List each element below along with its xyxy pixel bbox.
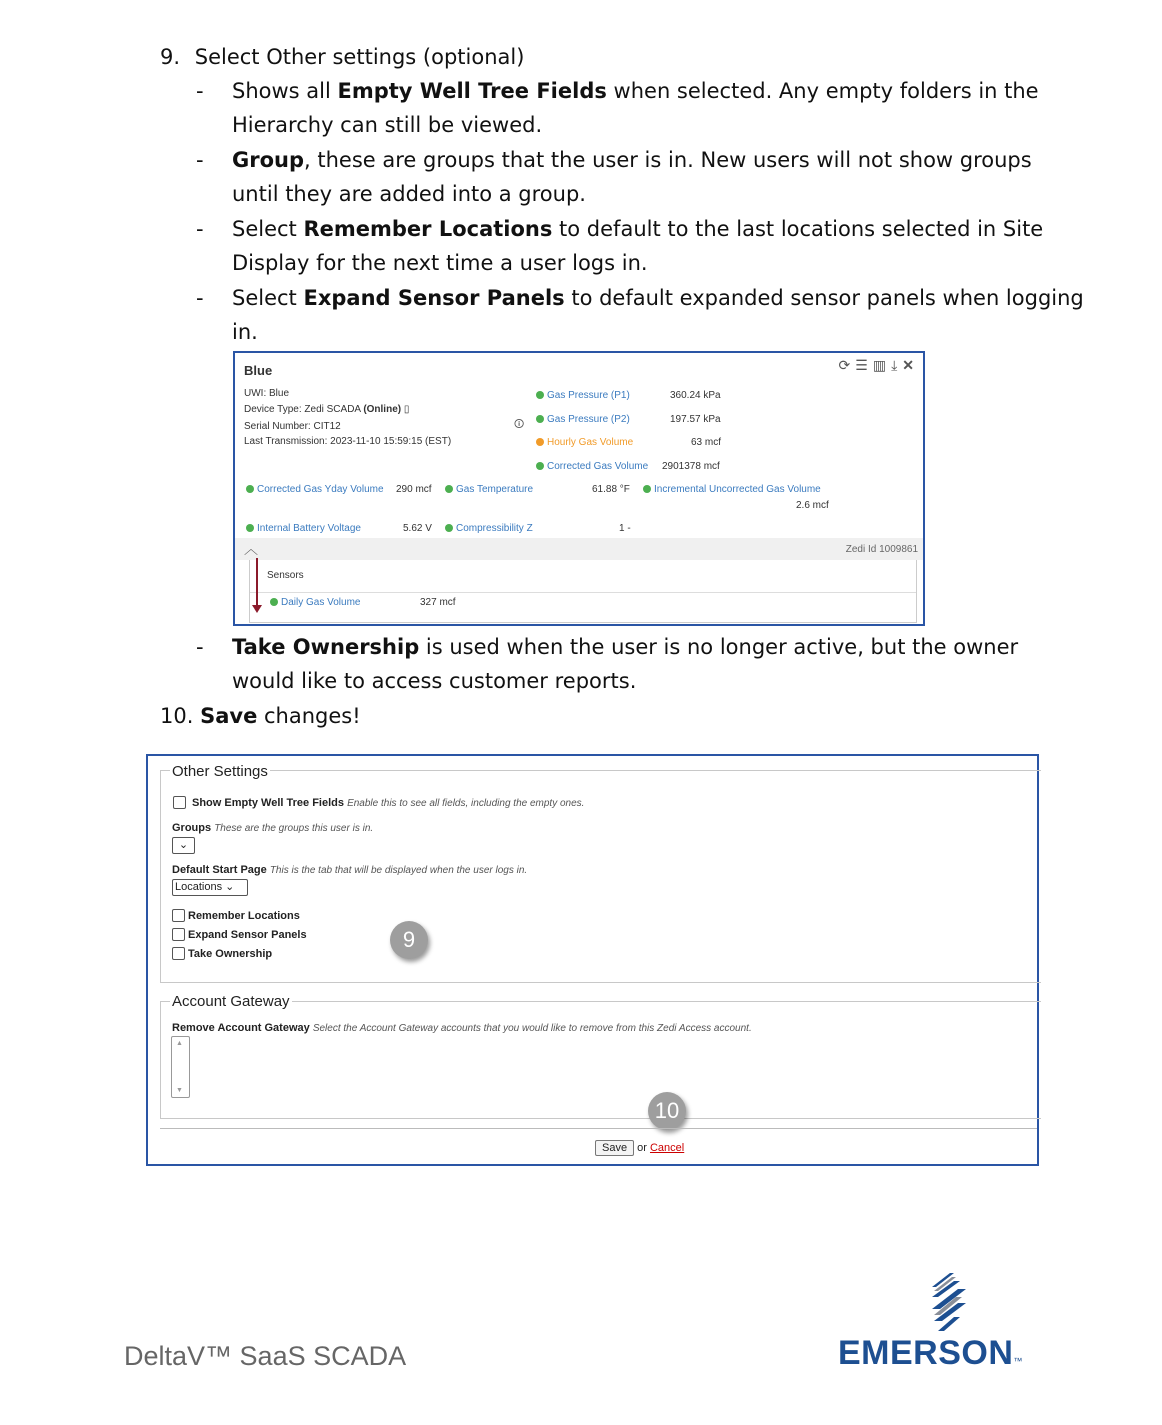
sensor-incremental-uncorrected-gas-volume[interactable]: [643, 484, 821, 495]
bullet-expand-sensor-panels: [196, 281, 1096, 349]
text: in.: [232, 320, 258, 344]
start-page-select[interactable]: [172, 879, 248, 896]
label-text: Groups: [172, 822, 212, 834]
sensor-value: 327 mcf: [420, 597, 456, 608]
expand-sensor-panels-checkbox[interactable]: [172, 928, 185, 941]
take-ownership-checkbox[interactable]: [172, 947, 185, 960]
text: Shows all: [232, 79, 338, 103]
label-text: Default Start Page: [172, 864, 267, 876]
groups-label: [172, 822, 373, 834]
step-9-marker: 9: [390, 921, 428, 959]
selected-value: Locations: [175, 881, 223, 893]
take-ownership-label: Take Ownership: [188, 948, 273, 960]
bullet-take-ownership: [196, 630, 1076, 698]
sensor-hourly-gas-volume[interactable]: [536, 437, 633, 448]
online-status: (Online): [363, 404, 402, 415]
cancel-link[interactable]: Cancel: [649, 1142, 685, 1154]
text: until they are added into a group.: [232, 182, 586, 206]
sensor-gas-pressure-p1[interactable]: [536, 390, 630, 401]
sensor-value: 197.57 kPa: [670, 414, 721, 425]
product-name: DeltaV™ SaaS SCADA: [124, 1341, 407, 1371]
panel-title: Blue: [244, 363, 273, 378]
step-10-marker: 10: [648, 1092, 686, 1130]
step-number: 10.: [160, 704, 194, 728]
status-dot-icon: [643, 485, 651, 493]
sensor-name[interactable]: Corrected Gas Yday Volume: [257, 484, 384, 495]
sensor-name[interactable]: Gas Temperature: [456, 484, 534, 495]
info-icon[interactable]: 🛈: [514, 419, 525, 430]
annotation-arrow-head: [252, 605, 262, 613]
text: Hierarchy can still be viewed.: [232, 113, 543, 137]
bullet-dash: -: [196, 286, 204, 310]
step-text: changes!: [257, 704, 361, 728]
emerson-logo-icon: [922, 1273, 968, 1339]
bullet-dash: -: [196, 79, 204, 103]
uwi-text: UWI: Blue: [244, 388, 290, 399]
remember-locations-checkbox[interactable]: [172, 909, 185, 922]
sensor-gas-pressure-p2[interactable]: [536, 414, 630, 425]
collapse-chevron-icon[interactable]: ︿: [244, 541, 258, 557]
last-transmission-text: Last Transmission: 2023-11-10 15:59:15 (EST): [244, 436, 452, 447]
step-9-heading: [160, 40, 524, 74]
divider: [160, 1128, 1037, 1129]
groups-select[interactable]: [172, 837, 195, 854]
remember-locations-label: Remember Locations: [188, 910, 300, 922]
chart-icon[interactable]: ▥: [872, 357, 890, 373]
scroll-down-icon[interactable]: ▼: [176, 1087, 183, 1094]
bold-term: Empty Well Tree Fields: [337, 79, 607, 103]
text: Select: [232, 286, 304, 310]
status-dot-icon: [536, 415, 544, 423]
sensor-name[interactable]: Daily Gas Volume: [281, 597, 361, 608]
label-text: Remove Account Gateway: [172, 1022, 310, 1034]
trademark-mark: ™: [1013, 1356, 1023, 1366]
hint-text: These are the groups this user is in.: [214, 823, 374, 834]
gateway-listbox[interactable]: [171, 1036, 190, 1098]
refresh-icon[interactable]: ⟳: [838, 357, 854, 373]
hint-text: This is the tab that will be displayed when the user logs in.: [269, 865, 528, 876]
status-dot-icon: [536, 391, 544, 399]
sensor-name[interactable]: Gas Pressure (P1): [547, 390, 630, 401]
bold-term: Group: [232, 148, 305, 172]
sensor-name[interactable]: Hourly Gas Volume: [547, 437, 634, 448]
status-dot-icon: [270, 598, 278, 606]
start-page-label: [172, 864, 527, 876]
download-icon[interactable]: ⤓: [891, 357, 901, 373]
list-icon[interactable]: ☰: [855, 357, 871, 373]
sensor-value: 61.88 °F: [592, 484, 630, 495]
sensor-value: 63 mcf: [691, 437, 722, 448]
bold-term: Expand Sensor Panels: [303, 286, 565, 310]
bold-term: Save: [200, 704, 258, 728]
bold-term: Remember Locations: [303, 217, 553, 241]
bullet-dash: -: [196, 635, 204, 659]
bullet-group: [196, 143, 1076, 211]
text: to default to the last locations selected in Site: [552, 217, 1044, 241]
expand-sensor-panels-label: Expand Sensor Panels: [188, 929, 307, 941]
panel-toolbar: [837, 357, 917, 374]
step-10-heading: [160, 699, 361, 733]
logo-text: EMERSON: [838, 1334, 1014, 1372]
sensor-name[interactable]: Compressibility Z: [456, 523, 533, 534]
remove-gateway-label: [172, 1022, 752, 1034]
status-dot-icon: [445, 485, 453, 493]
sensor-daily-gas-volume[interactable]: [270, 597, 360, 608]
show-empty-label: [192, 797, 584, 809]
show-empty-checkbox[interactable]: [173, 796, 186, 809]
scroll-up-icon[interactable]: ▲: [176, 1040, 183, 1047]
text: Select: [232, 217, 304, 241]
annotation-arrow: [256, 558, 258, 608]
divider: [250, 592, 916, 593]
device-type-text: [244, 404, 409, 415]
text: Device Type: Zedi SCADA: [244, 404, 364, 415]
account-gateway-fieldset: [160, 1001, 1041, 1119]
settings-screenshot: [146, 754, 1039, 1166]
sensor-name[interactable]: Incremental Uncorrected Gas Volume: [654, 484, 821, 495]
sensor-value: 5.62 V: [403, 523, 432, 534]
text: , these are groups that the user is in. New users will not show groups: [304, 148, 1032, 172]
panel-footer-bar: [235, 538, 923, 560]
sensor-value: 290 mcf: [396, 484, 432, 495]
sensor-name[interactable]: Corrected Gas Volume: [547, 461, 649, 472]
text: Display for the next time a user logs in.: [232, 251, 648, 275]
bullet-dash: -: [196, 217, 204, 241]
other-settings-legend: Other Settings: [172, 763, 268, 780]
sensor-compressibility-z[interactable]: [445, 523, 533, 534]
bullet-remember-locations: [196, 212, 1076, 280]
sensor-panel-screenshot: [233, 351, 925, 626]
text: when selected. Any empty folders in the: [606, 79, 1039, 103]
status-dot-icon: [536, 462, 544, 470]
or-text: or: [637, 1142, 647, 1154]
save-button[interactable]: Save: [595, 1140, 634, 1156]
chevron-down-icon: ⌄: [225, 881, 235, 893]
account-gateway-legend: Account Gateway: [172, 993, 290, 1010]
sensor-value: 360.24 kPa: [670, 390, 721, 401]
close-icon[interactable]: ✕: [902, 357, 917, 373]
sensor-corrected-gas-yday-volume[interactable]: [246, 484, 384, 495]
sensor-gas-temperature[interactable]: [445, 484, 533, 495]
serial-number-text: Serial Number: CIT12: [244, 421, 341, 432]
bullet-empty-fields: [196, 74, 1076, 142]
emerson-logo: [838, 1334, 1023, 1373]
status-dot-icon: [445, 524, 453, 532]
sensor-value: 2901378 mcf: [662, 461, 720, 472]
zedi-id: Zedi Id 1009861: [845, 544, 918, 555]
text: to default expanded sensor panels when logging: [564, 286, 1084, 310]
chevron-down-icon: ⌄: [178, 839, 189, 851]
warning-dot-icon: [536, 438, 544, 446]
sensor-name[interactable]: Gas Pressure (P2): [547, 414, 630, 425]
sensors-heading: Sensors: [267, 570, 304, 581]
sensor-name[interactable]: Internal Battery Voltage: [257, 523, 361, 534]
sensor-value: 2.6 mcf: [796, 500, 829, 511]
sensors-section: [249, 560, 917, 623]
label-text: Show Empty Well Tree Fields: [192, 797, 345, 809]
save-row: [595, 1140, 684, 1156]
bullet-dash: -: [196, 148, 204, 172]
step-text: Select Other settings (optional): [194, 45, 525, 69]
status-dot-icon: [246, 485, 254, 493]
sensor-corrected-gas-volume[interactable]: [536, 461, 648, 472]
step-number: 9.: [160, 45, 181, 69]
status-dot-icon: [246, 524, 254, 532]
sensor-internal-battery-voltage[interactable]: [246, 523, 361, 534]
text: would like to access customer reports.: [232, 669, 637, 693]
hint-text: Select the Account Gateway accounts that you would like to remove from this Zedi Access account.: [312, 1023, 752, 1034]
text: is used when the user is no longer active, but the owner: [419, 635, 1019, 659]
sensor-value: 1 -: [619, 523, 631, 534]
bold-term: Take Ownership: [232, 635, 420, 659]
phone-icon: ▯: [403, 404, 410, 415]
hint-text: Enable this to see all fields, including the empty ones.: [347, 798, 585, 809]
